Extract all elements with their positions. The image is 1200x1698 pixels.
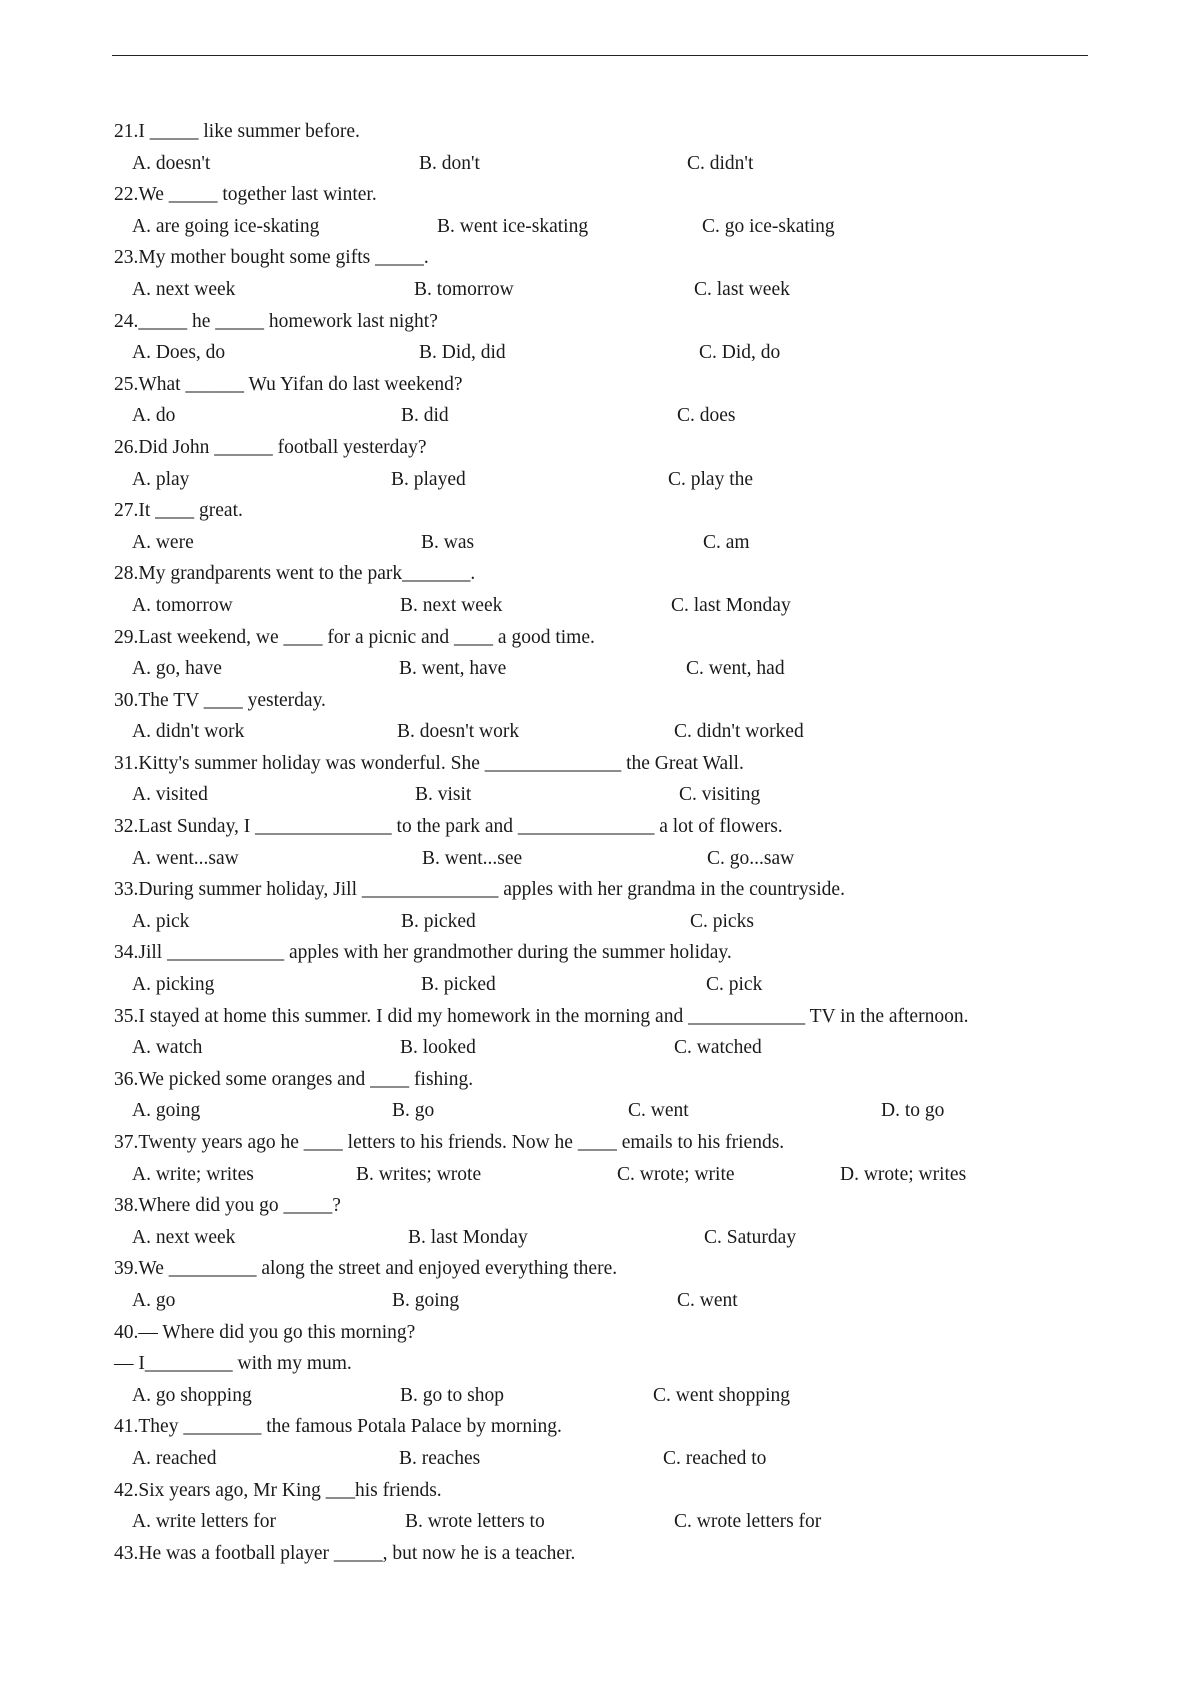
options-row [114, 464, 1094, 496]
answer-option: B. go to shop [400, 1384, 505, 1406]
answer-option: B. went...see [422, 847, 523, 869]
question-text: — Where did you go this morning? [138, 1321, 416, 1343]
options-row [114, 400, 1094, 432]
question-number: 29. [114, 626, 139, 648]
options-row [114, 1506, 1094, 1538]
question-stem [114, 242, 1094, 274]
answer-option: C. visiting [679, 784, 761, 806]
question-text: During summer holiday, Jill ______________ apples with her grandma in the countryside. [138, 879, 845, 901]
answer-option: C. didn't worked [674, 721, 804, 743]
question-number: 25. [114, 373, 139, 395]
answer-option: A. go shopping [132, 1384, 252, 1406]
question-stem [114, 432, 1094, 464]
question-stem [114, 369, 1094, 401]
question-text: The TV ____ yesterday. [138, 689, 326, 711]
question-stem [114, 1475, 1094, 1507]
question-text: He was a football player _____, but now he is a teacher. [138, 1542, 576, 1564]
answer-option: A. going [132, 1100, 201, 1122]
question-text: _____ he _____ homework last night? [138, 310, 438, 332]
answer-option: C. am [703, 531, 750, 553]
answer-option: C. pick [706, 974, 763, 996]
question-text: Jill ____________ apples with her grandmother during the summer holiday. [138, 942, 732, 964]
answer-option: C. Did, do [699, 342, 781, 364]
answer-option: B. doesn't work [397, 721, 520, 743]
question-text: I _____ like summer before. [138, 121, 360, 142]
answer-option: A. visited [132, 784, 208, 806]
answer-option: B. looked [400, 1037, 476, 1059]
answer-option: A. write letters for [132, 1511, 277, 1533]
question-text: We picked some oranges and ____ fishing. [138, 1068, 474, 1090]
question-text: What ______ Wu Yifan do last weekend? [138, 373, 463, 395]
options-row [114, 590, 1094, 622]
answer-option: A. went...saw [132, 847, 239, 869]
question-stem [114, 116, 1094, 148]
options-row [114, 1095, 1094, 1127]
answer-option: C. does [677, 405, 736, 427]
answer-option: A. next week [132, 278, 236, 300]
question-number: 34. [114, 942, 139, 964]
question-text: My mother bought some gifts _____. [138, 247, 429, 269]
question-text: Kitty's summer holiday was wonderful. She ______________ the Great Wall. [138, 752, 744, 774]
answer-option: D. to go [881, 1100, 945, 1122]
question-stem [114, 1001, 1094, 1033]
question-number: 21. [114, 121, 139, 142]
question-number: 38. [114, 1195, 139, 1217]
answer-option: B. going [392, 1289, 460, 1311]
question-stem [114, 306, 1094, 338]
question-number: 27. [114, 500, 139, 522]
answer-option: A. write; writes [132, 1163, 254, 1185]
options-row [114, 969, 1094, 1001]
question-stem [114, 937, 1094, 969]
answer-option: A. doesn't [132, 152, 211, 174]
options-row [114, 779, 1094, 811]
question-stem [114, 495, 1094, 527]
question-number: 42. [114, 1479, 139, 1501]
answer-option: B. was [421, 531, 475, 553]
question-number: 39. [114, 1258, 139, 1280]
question-list [114, 116, 1094, 1569]
question-number: 36. [114, 1068, 139, 1090]
question-stem [114, 1317, 1094, 1349]
options-row [114, 1285, 1094, 1317]
question-number: 28. [114, 563, 139, 585]
question-stem [114, 1127, 1094, 1159]
question-number: 41. [114, 1416, 139, 1438]
question-number: 31. [114, 752, 139, 774]
answer-option: B. Did, did [419, 342, 506, 364]
question-number: 30. [114, 689, 139, 711]
question-stem [114, 179, 1094, 211]
answer-option: B. went ice-skating [437, 215, 589, 237]
answer-option: B. did [401, 405, 449, 427]
question-stem [114, 1411, 1094, 1443]
answer-option: B. go [392, 1100, 435, 1122]
question-text: Last weekend, we ____ for a picnic and ____ a good time. [138, 626, 595, 648]
options-row [114, 211, 1094, 243]
question-text: Last Sunday, I ______________ to the park and ______________ a lot of flowers. [138, 816, 783, 838]
answer-option: C. watched [674, 1037, 762, 1059]
question-number: 24. [114, 310, 139, 332]
question-number: 33. [114, 879, 139, 901]
question-stem [114, 558, 1094, 590]
question-stem [114, 1538, 1094, 1570]
question-text: We _________ along the street and enjoyed everything there. [138, 1258, 618, 1280]
answer-option: C. went, had [686, 658, 785, 680]
question-text: They ________ the famous Potala Palace by morning. [138, 1416, 562, 1438]
options-row [114, 1380, 1094, 1412]
answer-option: C. last week [694, 278, 790, 300]
answer-option: B. played [391, 468, 466, 490]
answer-option: C. wrote; write [617, 1163, 735, 1185]
answer-option: A. are going ice-skating [132, 215, 320, 237]
answer-option: B. reaches [399, 1447, 481, 1469]
question-text: Twenty years ago he ____ letters to his friends. Now he ____ emails to his friends. [138, 1132, 785, 1153]
question-stem [114, 1253, 1094, 1285]
options-row [114, 527, 1094, 559]
question-text-line-2: — I_________ with my mum. [114, 1353, 352, 1375]
answer-option: A. were [132, 531, 194, 553]
answer-option: A. pick [132, 910, 190, 932]
options-row [114, 716, 1094, 748]
question-stem [114, 1064, 1094, 1096]
question-number: 26. [114, 436, 139, 458]
header-rule [112, 55, 1088, 56]
options-row [114, 274, 1094, 306]
answer-option: D. wrote; writes [840, 1163, 967, 1185]
answer-option: B. picked [421, 974, 496, 996]
options-row [114, 1443, 1094, 1475]
answer-option: C. go...saw [707, 847, 795, 869]
options-row [114, 1159, 1094, 1191]
answer-option: B. last Monday [408, 1226, 528, 1248]
answer-option: B. don't [419, 152, 480, 174]
options-row [114, 1222, 1094, 1254]
answer-option: C. went [677, 1289, 738, 1311]
question-text: We _____ together last winter. [138, 184, 377, 206]
options-row [114, 337, 1094, 369]
question-stem [114, 811, 1094, 843]
answer-option: A. didn't work [132, 721, 245, 743]
options-row [114, 906, 1094, 938]
answer-option: A. reached [132, 1447, 217, 1469]
question-stem [114, 748, 1094, 780]
answer-option: A. Does, do [132, 342, 226, 364]
question-number: 32. [114, 816, 139, 838]
answer-option: A. watch [132, 1037, 203, 1059]
options-row [114, 1032, 1094, 1064]
options-row [114, 148, 1094, 180]
answer-option: B. visit [415, 784, 472, 806]
answer-option: A. go [132, 1289, 176, 1311]
answer-option: C. play the [668, 468, 754, 490]
answer-option: B. picked [401, 910, 476, 932]
answer-option: C. reached to [663, 1447, 767, 1469]
question-stem [114, 622, 1094, 654]
options-row [114, 843, 1094, 875]
question-stem [114, 1190, 1094, 1222]
options-row [114, 653, 1094, 685]
question-stem [114, 874, 1094, 906]
question-text: I stayed at home this summer. I did my homework in the morning and ____________ TV in the afternoon. [138, 1005, 969, 1027]
question-number: 22. [114, 184, 139, 206]
answer-option: B. wrote letters to [405, 1511, 545, 1533]
question-text: Where did you go _____? [138, 1195, 341, 1217]
answer-option: A. next week [132, 1226, 236, 1248]
question-stem [114, 685, 1094, 717]
question-number: 43. [114, 1542, 139, 1564]
answer-option: C. go ice-skating [702, 215, 835, 237]
question-number: 37. [114, 1132, 139, 1153]
answer-option: C. last Monday [671, 594, 791, 616]
answer-option: A. tomorrow [132, 594, 233, 616]
question-text: My grandparents went to the park_______. [138, 563, 476, 585]
question-number: 23. [114, 247, 139, 269]
question-text: It ____ great. [138, 500, 243, 522]
answer-option: C. wrote letters for [674, 1511, 822, 1533]
answer-option: A. picking [132, 974, 215, 996]
answer-option: C. Saturday [704, 1226, 797, 1248]
question-number: 40. [114, 1321, 139, 1343]
answer-option: C. didn't [687, 152, 754, 174]
answer-option: B. writes; wrote [356, 1163, 482, 1185]
question-text: Did John ______ football yesterday? [138, 436, 427, 458]
answer-option: A. go, have [132, 658, 222, 680]
question-text: Six years ago, Mr King ___his friends. [138, 1479, 442, 1501]
question-number: 35. [114, 1005, 139, 1027]
answer-option: B. went, have [399, 658, 507, 680]
answer-option: A. play [132, 468, 190, 490]
answer-option: B. tomorrow [414, 278, 514, 300]
answer-option: B. next week [400, 594, 503, 616]
answer-option: A. do [132, 405, 176, 427]
answer-option: C. went [628, 1100, 689, 1122]
answer-option: C. picks [690, 910, 754, 932]
answer-option: C. went shopping [653, 1384, 791, 1406]
